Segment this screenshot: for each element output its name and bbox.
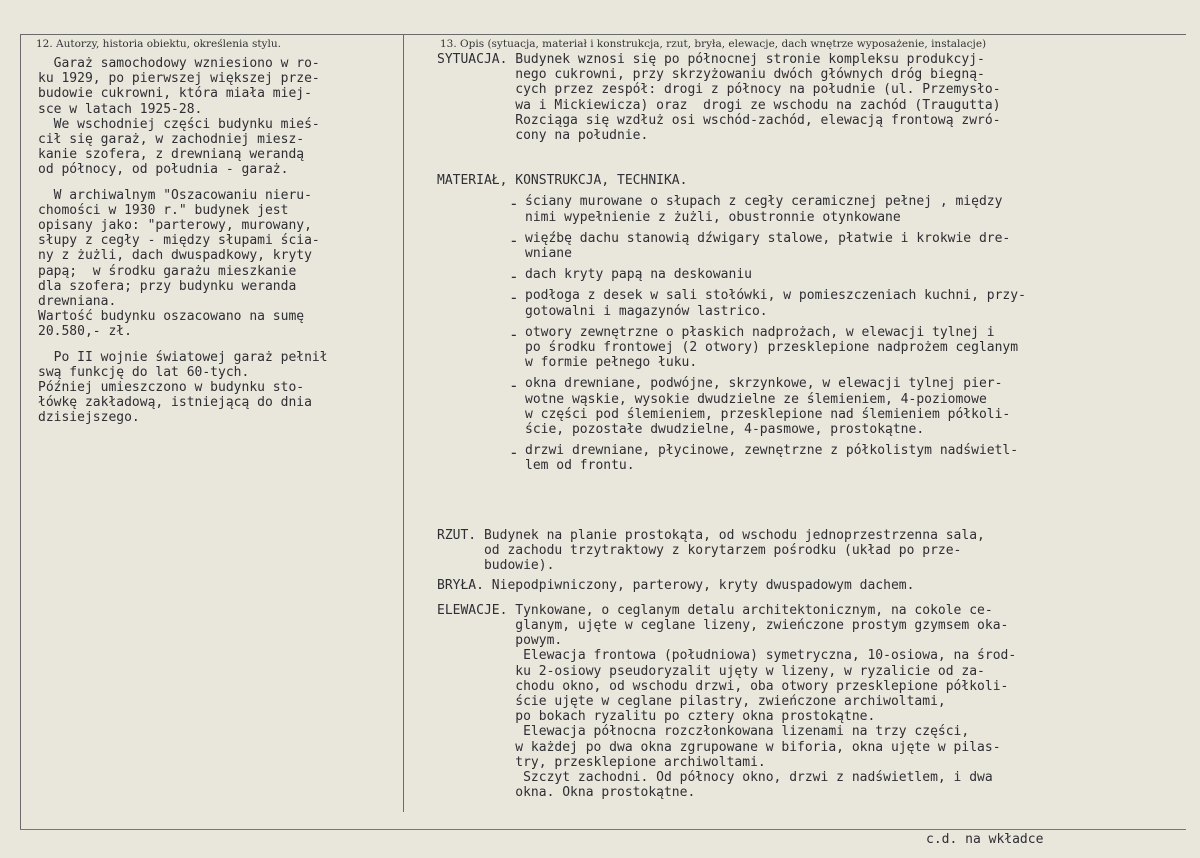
text-line: cony na południe. [437,128,649,144]
text-line: 20.580,- zł. [38,324,132,340]
text-line: powym. [437,633,563,649]
text-line: dla szofera; przy budynku weranda [38,278,297,294]
text-line: ELEWACJE. Tynkowane, o ceglanym detalu architektonicznym, na cokole ce- [437,602,993,618]
rzut-section [437,528,1187,574]
dash-marker: - [509,376,519,396]
list-item [437,288,1187,318]
text-line: ście ujęte w ceglane pilastry, zwieńczone archiwoltami, [437,694,946,710]
text-line: Rozciąga się wzdłuż osi wschód-zachód, elewacją frontową zwró- [437,112,1001,128]
text-line: budowie cukrowni, która miała miej- [38,86,312,102]
text-line: w części pod ślemieniem, przesklepione nad ślemieniem półkoli- [525,406,1011,422]
history-column [38,56,398,426]
text-line: wniane [525,246,572,262]
continuation-note: c.d. na wkładce [926,832,1044,847]
text-line: drewniana. [38,294,117,310]
text-line: Elewacja północna rozczłonkowana lizenami na trzy części, [437,724,970,740]
text-line: Elewacja frontowa (południowa) symetryczna, 10-osiowa, na środ- [437,648,1017,664]
list-item [437,325,1187,371]
material-heading: MATERIAŁ, KONSTRUKCJA, TECHNIKA. [437,173,688,189]
text-line: opisany jako: "parterowy, murowany, [38,218,312,234]
text-line: Wartość budynku oszacowano na sumę [38,309,305,325]
text-line: ku 1929, po pierwszej większej prze- [38,71,320,87]
text-line: słupy z cegły - między słupami ścia- [38,233,320,249]
text-line: okna drewniane, podwójne, skrzynkowe, w elewacji tylnej pier- [525,376,1003,392]
text-line: chodu okno, od wschodu drzwi, oba otwory przesklepione półkoli- [437,678,1009,694]
paragraph [38,350,398,426]
text-line: w formie pełnego łuku. [525,355,698,371]
text-line: Później umieszczono w budynku sto- [38,380,305,396]
text-line: We wschodniej części budynku mieś- [38,116,320,132]
text-line: wotne wąskie, wysokie dwudzielne ze ślemieniem, 4-poziomowe [525,391,987,407]
text-line: cił się garaż, w zachodniej miesz- [38,132,305,148]
list-item [437,443,1187,473]
list-item [437,231,1187,261]
lower-sections [437,528,1187,800]
sytuacja-section [437,52,1187,143]
dash-marker: - [509,194,519,214]
list-item [437,194,1187,224]
section-12-heading: 12. Autorzy, historia obiektu, określenia stylu. [36,38,281,50]
text-line: nego cukrowni, przy skrzyżowaniu dwóch głównych dróg biegną- [437,67,985,83]
text-line: podłoga z desek w sali stołówki, w pomieszczeniach kuchni, przy- [525,288,1026,304]
left-rule [20,34,21,830]
top-rule [20,34,1186,35]
text-line: swą funkcję do lat 60-tych. [38,364,250,380]
column-divider [403,34,404,812]
dash-marker: - [509,267,519,287]
text-line: od północy, od południa - garaż. [38,162,289,178]
list-item [437,267,1187,287]
text-line: W archiwalnym "Oszacowaniu nieru- [38,187,312,203]
text-line: try, przesklepione archiwoltami. [437,754,766,770]
text-line: glanym, ujęte w ceglane lizeny, zwieńczone prostym gzymsem oka- [437,618,1009,634]
bottom-rule [20,829,1186,830]
dash-marker: - [509,443,519,463]
text-line: budowie). [437,558,555,574]
text-line: Po II wojnie światowej garaż pełnił [38,349,328,365]
text-line: drzwi drewniane, płycinowe, zewnętrzne z półkolistym nadświetl- [525,443,1019,459]
text-line: SYTUACJA. Budynek wznosi się po północnej stronie kompleksu produkcyj- [437,52,985,67]
text-line: po bokach ryzalitu po cztery okna prostokątne. [437,709,876,725]
text-line: RZUT. Budynek na planie prostokąta, od wschodu jednoprzestrzenna sala, [437,528,985,543]
text-line: Garaż samochodowy wzniesiono w ro- [38,56,320,71]
text-line: chomości w 1930 r." budynek jest [38,202,289,218]
bryla-section [437,578,1187,593]
description-column [437,52,1187,474]
dash-marker: - [509,324,519,344]
elewacje-section [437,603,1187,801]
text-line: ny z żużli, dach dwuspadkowy, kryty [38,248,312,264]
text-line: w każdej po dwa okna zgrupowane w biforia, okna ujęte w pilas- [437,739,1001,755]
text-line: papą; w środku garażu mieszkanie [38,263,297,279]
text-line: dzisiejszego. [38,410,140,426]
paragraph [38,56,398,178]
text-line: ku 2-osiowy pseudoryzalit ujęty w lizeny, w ryzalicie od za- [437,663,985,679]
text-line: dach kryty papą na deskowaniu [525,267,752,283]
text-line: wa i Mickiewicza) oraz drogi ze wschodu na zachód (Traugutta) [437,97,1001,113]
text-line: Szczyt zachodni. Od północy okno, drzwi z nadświetlem, i dwa [437,770,993,786]
dash-marker: - [509,288,519,308]
text-line: więźbę dachu stanowią dźwigary stalowe, płatwie i krokwie dre- [525,230,1011,246]
text-line: od zachodu trzytraktowy z korytarzem pośrodku (układ po prze- [437,543,962,559]
text-line: otwory zewnętrzne o płaskich nadprożach, w elewacji tylnej i [525,324,995,340]
section-13-heading: 13. Opis (sytuacja, materiał i konstrukcja, rzut, bryła, elewacje, dach wnętrze wyposażenie, instalacje) [440,38,987,50]
text-line: ście, pozostałe dwudzielne, 4-pasmowe, prostokątne. [525,422,925,438]
text-line: ściany murowane o słupach z cegły ceramicznej pełnej , między [525,194,1003,210]
text-line: sce w latach 1925-28. [38,101,203,117]
paragraph [38,188,398,340]
text-line: BRYŁA. Niepodpiwniczony, parterowy, kryty dwuspadowym dachem. [437,577,915,593]
text-line: łówkę zakładową, istniejącą do dnia [38,395,312,411]
text-line: po środku frontowej (2 otwory) przesklepione nadprożem ceglanym [525,340,1019,356]
text-line: cych przez zespół: drogi z północy na południe (ul. Przemysło- [437,82,1001,98]
text-line: lem od frontu. [525,458,635,474]
dash-marker: - [509,230,519,250]
text-line: okna. Okna prostokątne. [437,785,696,801]
list-item [437,376,1187,437]
text-line: kanie szofera, z drewnianą werandą [38,147,305,163]
text-line: gotowalni i magazynów lastrico. [525,303,768,319]
text-line: nimi wypełnienie z żużli, obustronnie otynkowane [525,209,901,225]
